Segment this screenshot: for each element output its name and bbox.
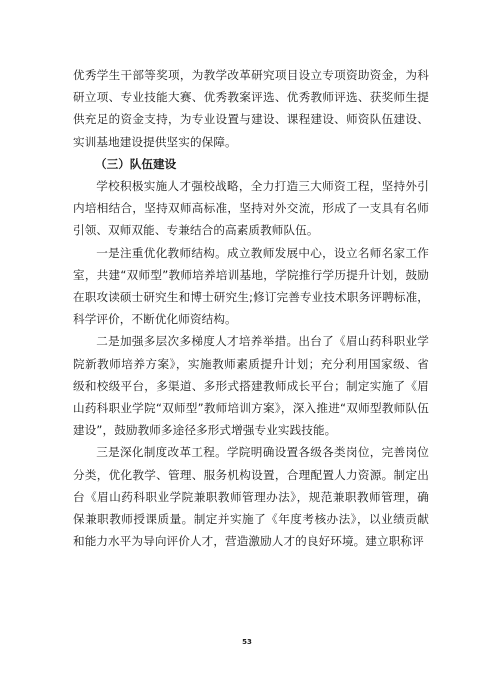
paragraph-overview: 学校积极实施人才强校战略，全力打造三大师资工程，坚持外引内培相结合，坚持双师高标准，坚持对外交流，形成了一支具有名师引领、双师双能、专兼结合的高素质教师队伍。	[73, 179, 429, 238]
paragraph-system-reform: 三是深化制度改革工程。学院明确设置各级各类岗位，完善岗位分类，优化教学、管理、服务机构设置，合理配置人力资源。制定出台《眉山药科职业学院兼职教师管理办法》，规范兼职教师管理，确保兼职教师授课质量。制定并实施了《年度考核办法》，以业绩贡献和能力水平为导向评价人才，营造激励人才的良好环境。建立职称评	[73, 445, 429, 549]
paragraph-teacher-structure: 一是注重优化教师结构。成立教师发展中心，设立名师名家工作室，共建“双师型”教师培养培训基地，学院推行学历提升计划，鼓励在职攻读硕士研究生和博士研究生;修订完善专业技术职务评聘标准，科学评价，不断优化师资结构。	[73, 245, 429, 327]
paragraph-talent-training: 二是加强多层次多梯度人才培养举措。出台了《眉山药科职业学院新教师培养方案》，实施教师素质提升计划；充分利用国家级、省级和校级平台，多渠道、多形式搭建教师成长平台；制定实施了《眉山药科职业学院“双师型”教师培训方案》，深入推进“双师型教师队伍建设”，鼓励教师多途径多形式增强专业实践技能。	[73, 334, 429, 438]
section-heading: （三）队伍建设	[95, 156, 177, 171]
document-body	[73, 64, 429, 552]
paragraph-continuation: 优秀学生干部等奖项，为教学改革研究项目设立专项资助资金，为科研立项、专业技能大赛、优秀教案评选、优秀教师评选、获奖师生提供充足的资金支持，为专业设置与建设、课程建设、师资队伍建设、实训基地建设提供坚实的保障。	[73, 68, 429, 149]
page-number: 53	[242, 638, 252, 646]
